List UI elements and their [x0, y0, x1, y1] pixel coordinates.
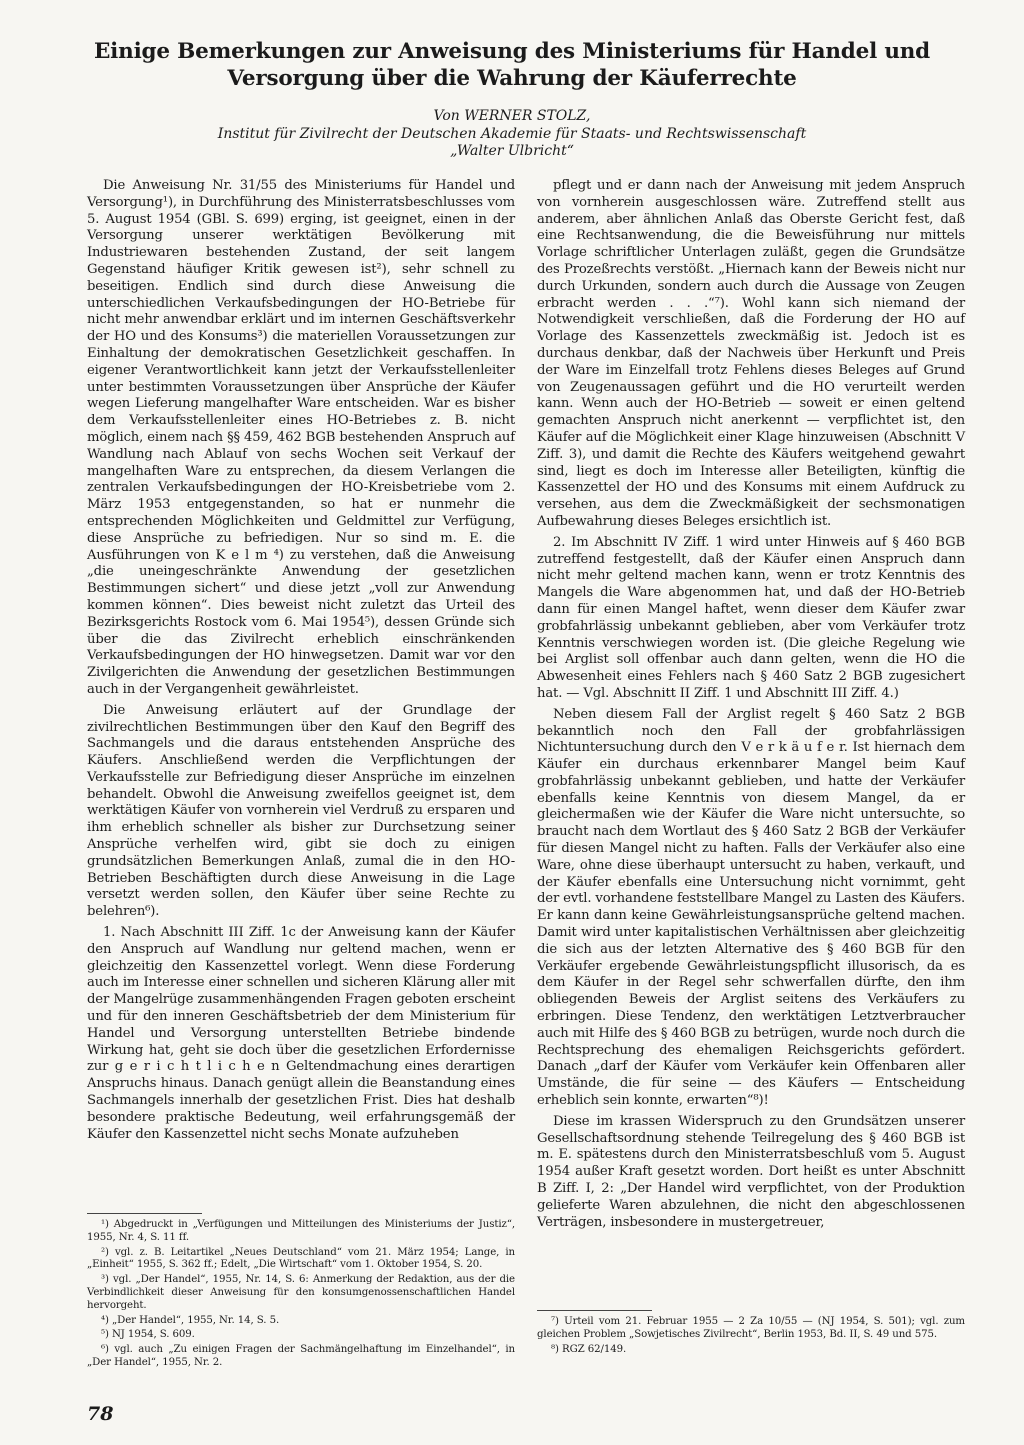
- page-number: 78: [87, 1403, 114, 1425]
- affiliation-name-line: „Walter Ulbricht“: [450, 143, 574, 159]
- footnotes-left: [87, 1219, 515, 1372]
- footnote: ⁸) RGZ 62/149.: [551, 1343, 627, 1355]
- footnote: ¹) Abgedruckt in „Verfügungen und Mitteilungen des Ministeriums der Justiz“, 1955, Nr. 4, S. 11 ff.: [87, 1219, 515, 1243]
- footnote-divider: [537, 1310, 652, 1311]
- article-title: Einige Bemerkungen zur Anweisung des Ministeriums für Handel und Versorgung über die Wahrung der Käuferrechte: [93, 39, 931, 91]
- footnotes-right: [537, 1316, 965, 1358]
- left-column: [87, 178, 515, 1143]
- affiliation-line: Institut für Zivilrecht der Deutschen Akademie für Staats- und Rechtswissenschaft: [217, 125, 807, 142]
- paragraph: Die Anweisung Nr. 31/55 des Ministeriums für Handel und Versorgung¹), in Durchführung des Ministerratsbeschlusses vom 5. August 1954 (GBl. S. 699) erging, ist geeignet, einen in der Versorgung unserer werktätigen Bevölkerung mit Industriewaren bestehenden Zustand, der seit langem Gegenstand häufiger Kritik gewesen ist²), sehr schnell zu beseitigen. Endlich sind durch diese Anweisung die unterschiedlichen Verkaufsbedingungen der HO-Betriebe für nicht mehr anwendbar erklärt und im internen Geschäftsverkehr der HO und des Konsums³) die materiellen Voraussetzungen zur Einhaltung der demokratischen Gesetzlichkeit geschaffen. In eigener Verantwortlichkeit kann jetzt der Verkaufsstellenleiter unter bestimmten Voraussetzungen über Ansprüche der Käufer wegen Lieferung mangelhafter Ware entscheiden. War es bisher dem Verkaufsstellenleiter eines HO-Betriebes z. B. nicht möglich, einem nach §§ 459, 462 BGB bestehenden Anspruch auf Wandlung nach Ablauf von sechs Wochen seit Verkauf der mangelhaften Ware zu entsprechen, da diesem Verlangen die zentralen Verkaufsbedingungen der HO-Kreisbetriebe vom 2. März 1953 entgegenstanden, so hat er nunmehr die entsprechenden Möglichkeiten und Geldmittel zur Verfügung, diese Ansprüche zu befriedigen. Nur so sind m. E. die Ausführungen von K e l m ⁴) zu verstehen, daß die Anweisung „die uneingeschränkte Anwendung der gesetzlichen Bestimmungen sichert“ und diese jetzt „voll zur Anwendung kommen können“. Dies beweist nicht zuletzt das Urteil des Bezirksgerichts Rostock vom 6. Mai 1954⁵), dessen Gründe sich über die das Zivilrecht erheblich einschränkenden Verkaufsbedingungen der HO hinwegsetzen. Damit war vor den Zivilgerichten die Anwendung der gesetzlichen Bestimmungen auch in der Vergangenheit gewährleistet.: [87, 178, 515, 697]
- paragraph: Die Anweisung erläutert auf der Grundlage der zivilrechtlichen Bestimmungen über den Kauf den Begriff des Sachmangels und die daraus entstehenden Ansprüche des Käufers. Anschließend werden die Verpflichtungen der Verkaufsstelle zur Befriedigung dieser Ansprüche im einzelnen behandelt. Obwohl die Anweisung zweifellos geeignet ist, dem werktätigen Käufer von vornherein viel Verdruß zu ersparen und ihm erheblich schneller als bisher zur Durchsetzung seiner Ansprüche verhelfen wird, gibt sie doch zu einigen grundsätzlichen Bemerkungen Anlaß, zumal die in den HO-Betrieben Beschäftigten durch diese Anweisung in die Lage versetzt werden sollen, den Käufer über seine Rechte zu belehren⁶).: [87, 702, 515, 920]
- paragraph: Neben diesem Fall der Arglist regelt § 460 Satz 2 BGB bekanntlich noch den Fall der grobfahrlässigen Nichtuntersuchung durch den V e r k ä u f e r. Ist hiernach dem Käufer ein durchaus erkennbarer Mangel beim Kauf grobfahrlässig unbekannt geblieben, und hatte der Verkäufer ebenfalls keine Kenntnis von diesem Mangel, da er gleichermaßen wie der Käufer die Ware nicht untersuchte, so braucht nach dem Wortlaut des § 460 Satz 2 BGB der Verkäufer für diesen Mangel nicht zu haften. Falls der Verkäufer also eine Ware, ohne diese überhaupt untersucht zu haben, verkauft, und der Käufer ebenfalls eine Untersuchung nicht vornimmt, geht der evtl. vorhandene feststellbare Mangel zu Lasten des Käufers. Er kann dann keine Gewährleistungsansprüche geltend machen. Damit wird unter kapitalistischen Verhältnissen aber gleichzeitig die sich aus der letzten Alternative des § 460 BGB für den Verkäufer ergebende Gewährleistungspflicht illusorisch, da es dem Käufer in der Regel sehr schwerfallen dürfte, den ihm obliegenden Beweis der Arglist seitens des Verkäufers zu erbringen. Diese Tendenz, den werktätigen Letztverbraucher auch mit Hilfe des § 460 BGB zu betrügen, wurde noch durch die Rechtsprechung des ehemaligen Reichsgerichts gefördert. Danach „darf der Käufer vom Verkäufer kein Offenbaren aller Umstände, die für seine — des Käufers — Entscheidung erheblich sein konnte, erwarten“⁸)!: [537, 706, 965, 1109]
- right-column: [537, 178, 965, 1231]
- paragraph: 1. Nach Abschnitt III Ziff. 1c der Anweisung kann der Käufer den Anspruch auf Wandlung nur geltend machen, wenn er gleichzeitig den Kassenzettel vorlegt. Wenn diese Forderung auch im Interesse einer schnellen und sicheren Klärung aller mit der Mangelrüge zusammenhängenden Fragen geboten erscheint und für den inneren Geschäftsbetrieb der dem Ministerium für Handel und Versorgung unterstellten Betriebe bindende Wirkung hat, geht sie doch über die gesetzlichen Erfordernisse zur g e r i c h t l i c h e n Geltendmachung eines derartigen Anspruchs hinaus. Danach genügt allein die Beanstandung eines Sachmangels innerhalb der gesetzlichen Frist. Dies hat deshalb besondere praktische Bedeutung, weil erfahrungsgemäß der Käufer den Kassenzettel nicht sechs Monate aufzuheben: [87, 925, 515, 1142]
- footnote: ⁷) Urteil vom 21. Februar 1955 — 2 Za 10/55 — (NJ 1954, S. 501); vgl. zum gleichen Problem „Sowjetisches Zivilrecht“, Berlin 1953, Bd. II, S. 49 und 575.: [537, 1316, 965, 1340]
- footnote-divider: [87, 1213, 202, 1214]
- paragraph: 2. Im Abschnitt IV Ziff. 1 wird unter Hinweis auf § 460 BGB zutreffend festgestellt, daß der Käufer einen Anspruch dann nicht mehr geltend machen kann, wenn er trotz Kenntnis des Mangels die Ware abgenommen hat, und daß der HO-Betrieb dann für einen Mangel haftet, wenn dieser dem Käufer zwar grobfahrlässig unbekannt geblieben, aber vom Verkäufer trotz Kenntnis verschwiegen worden ist. (Die gleiche Regelung wie bei Arglist soll offenbar auch dann gelten, wenn die HO die Abwesenheit eines Fehlers nach § 460 Satz 2 BGB zugesichert hat. — Vgl. Abschnitt II Ziff. 1 und Abschnitt III Ziff. 4.): [537, 534, 965, 701]
- footnote: ⁶) vgl. auch „Zu einigen Fragen der Sachmängelhaftung im Einzelhandel“, in „Der Handel“, 1955, Nr. 2.: [87, 1344, 515, 1368]
- footnote: ³) vgl. „Der Handel“, 1955, Nr. 14, S. 6: Anmerkung der Redaktion, aus der die Verbindlichkeit dieser Anweisung für den konsumgenossenschaftlichen Handel hervorgeht.: [87, 1274, 515, 1311]
- footnote: ²) vgl. z. B. Leitartikel „Neues Deutschland“ vom 21. März 1954; Lange, in „Einheit“ 1955, S. 362 ff.; Edelt, „Die Wirtschaft“ vom 1. Oktober 1954, S. 20.: [87, 1246, 515, 1271]
- footnote: ⁴) „Der Handel“, 1955, Nr. 14, S. 5.: [101, 1314, 280, 1326]
- footnote: ⁵) NJ 1954, S. 609.: [101, 1329, 195, 1341]
- paragraph: Diese im krassen Widerspruch zu den Grundsätzen unserer Gesellschaftsordnung stehende Teilregelung des § 460 BGB ist m. E. spätestens durch den Ministerratsbeschluß vom 5. August 1954 außer Kraft gesetzt worden. Dort heißt es unter Abschnitt B Ziff. I, 2: „Der Handel wird verpflichtet, von der Produktion gelieferte Waren abzulehnen, die nicht den abgeschlossenen Verträgen, insbesondere in mustergetreuer,: [537, 1113, 965, 1230]
- paragraph: pflegt und er dann nach der Anweisung mit jedem Anspruch von vornherein ausgeschlossen wäre. Zutreffend stellt aus anderem, aber ähnlichen Anlaß das Oberste Gericht fest, daß eine Rechtsanwendung, die die Beweisführung nur mittels Vorlage schriftlicher Unterlagen zuläßt, gegen die Grundsätze des Prozeßrechts verstößt. „Hiernach kann der Beweis nicht nur durch Urkunden, sondern auch durch die Aussage von Zeugen erbracht werden . . .“⁷). Wohl kann sich niemand der Notwendigkeit verschließen, daß die Forderung der HO auf Vorlage des Kassenzettels zweckmäßig ist. Jedoch ist es durchaus denkbar, daß der Nachweis über Herkunft und Preis der Ware im Einzelfall trotz Fehlens dieses Beleges auf Grund von Zeugenaussagen geführt und die HO verurteilt werden kann. Wenn auch der HO-Betrieb — soweit er einen geltend gemachten Anspruch nicht anerkennt — verpflichtet ist, den Käufer auf die Möglichkeit einer Klage hinzuweisen (Abschnitt V Ziff. 3), und damit die Rechte des Käufers weitgehend gewahrt sind, liegt es doch im Interesse aller Beteiligten, künftig die Kassenzettel der HO und des Konsums mit einem Aufdruck zu versehen, aus dem die Zweckmäßigkeit der sechsmonatigen Aufbewahrung dieses Beleges ersichtlich ist.: [537, 178, 965, 529]
- byline: [40, 108, 984, 161]
- author-line: Von WERNER STOLZ,: [433, 108, 591, 124]
